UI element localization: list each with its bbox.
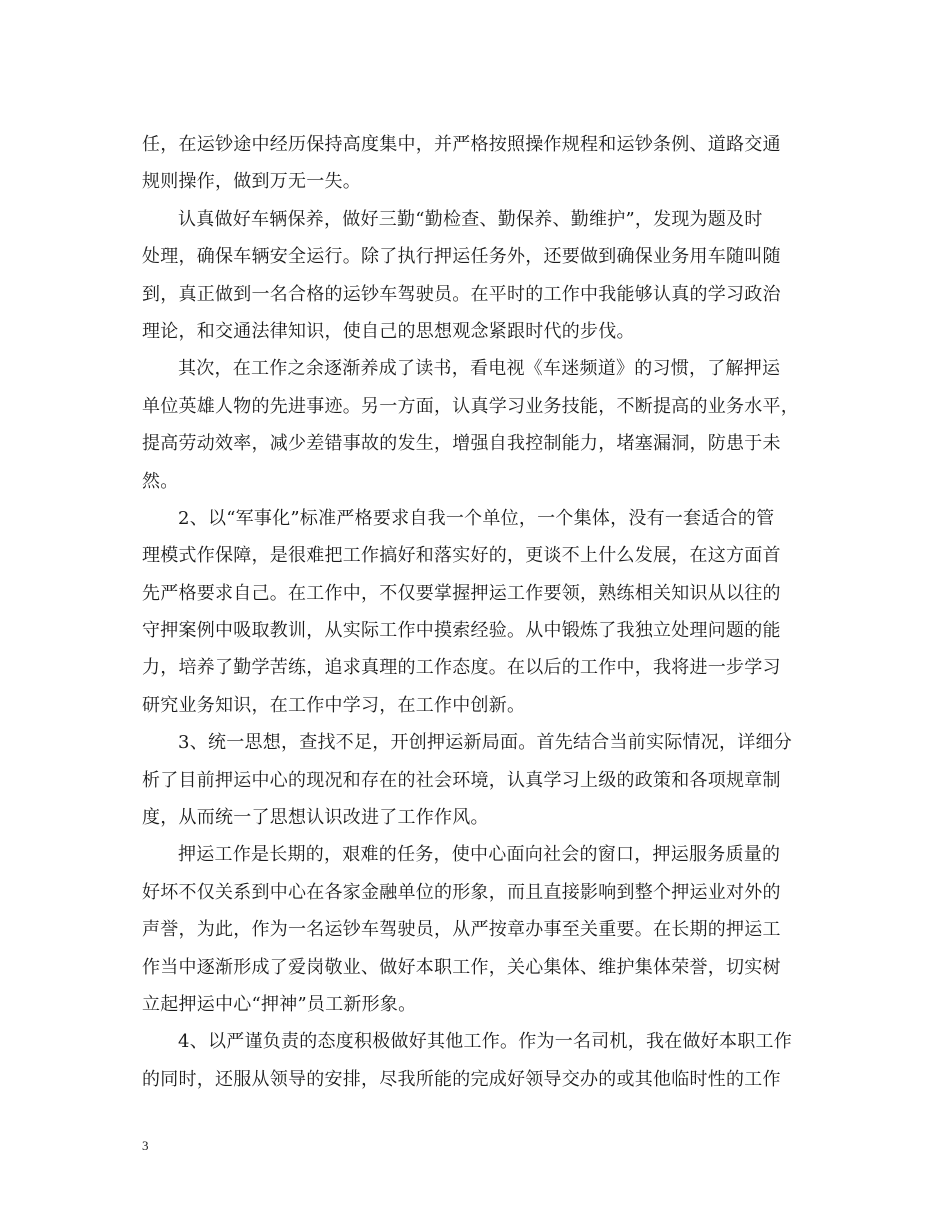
text-line: 先严格要求自己。在工作中，不仅要掌握押运工作要领，熟练相关知识从以往的 [142, 582, 781, 604]
text-line: 任，在运钞途中经历保持高度集中，并严格按照操作规程和运钞条例、道路交通 [142, 134, 781, 155]
paragraph-start-line: 其次，在工作之余逐渐养成了读书，看电视《车迷频道》的习惯，了解押运 [178, 358, 781, 380]
text-line: 作当中逐渐形成了爱岗敬业、做好本职工作，关心集体、维护集体荣誉，切实树 [142, 956, 781, 978]
text-line: 处理，确保车辆安全运行。除了执行押运任务外，还要做到确保业务用车随叫随 [142, 246, 781, 268]
paragraph-start-line: 押运工作是长期的，艰难的任务，使中心面向社会的窗口，押运服务质量的 [178, 844, 781, 866]
text-line: 度，从而统一了思想认识改进了工作作风。 [142, 807, 489, 829]
text-line: 立起押运中心“押神”员工新形象。 [142, 993, 417, 1015]
paragraph-start-line: 3、统一思想，查找不足，开创押运新局面。首先结合当前实际情况，详细分 [178, 732, 792, 754]
text-line: 理论，和交通法律知识，使自己的思想观念紧跟时代的步伐。 [142, 320, 635, 342]
text-line: 到，真正做到一名合格的运钞车驾驶员。在平时的工作中我能够认真的学习政治 [142, 283, 781, 305]
text-line: 研究业务知识，在工作中学习，在工作中创新。 [142, 694, 526, 716]
text-line: 理模式作保障，是很难把工作搞好和落实好的，更谈不上什么发展，在这方面首 [142, 545, 781, 567]
text-line: 力，培养了勤学苦练，追求真理的工作态度。在以后的工作中，我将进一步学习 [142, 657, 781, 679]
paragraph-start-line: 4、以严谨负责的态度积极做好其他工作。作为一名司机，我在做好本职工作 [178, 1031, 792, 1053]
text-line: 然。 [142, 470, 179, 492]
text-line: 好坏不仅关系到中心在各家金融单位的形象，而且直接影响到整个押运业对外的 [142, 881, 781, 903]
document-body [142, 126, 810, 1098]
paragraph-start-line: 2、以“军事化”标准严格要求自我一个单位，一个集体，没有一套适合的管 [178, 507, 775, 529]
text-line: 析了目前押运中心的现况和存在的社会环境，认真学习上级的政策和各项规章制 [142, 769, 781, 791]
text-line: 单位英雄人物的先进事迹。另一方面，认真学习业务技能，不断提高的业务水平， [142, 395, 799, 417]
paragraph-start-line: 认真做好车辆保养，做好三勤“勤检查、勤保养、勤维护”，发现为题及时 [178, 208, 763, 230]
text-line: 规则操作，做到万无一失。 [142, 171, 361, 193]
text-line: 声誉，为此，作为一名运钞车驾驶员，从严按章办事至关重要。在长期的押运工 [142, 919, 781, 941]
text-line: 的同时，还服从领导的安排，尽我所能的完成好领导交办的或其他临时性的工作 [142, 1068, 781, 1090]
text-line: 提高劳动效率，减少差错事故的发生，增强自我控制能力，堵塞漏洞，防患于未 [142, 433, 781, 455]
text-line: 守押案例中吸取教训，从实际工作中摸索经验。从中锻炼了我独立处理问题的能 [142, 620, 781, 642]
page-number: 3 [142, 1138, 149, 1153]
